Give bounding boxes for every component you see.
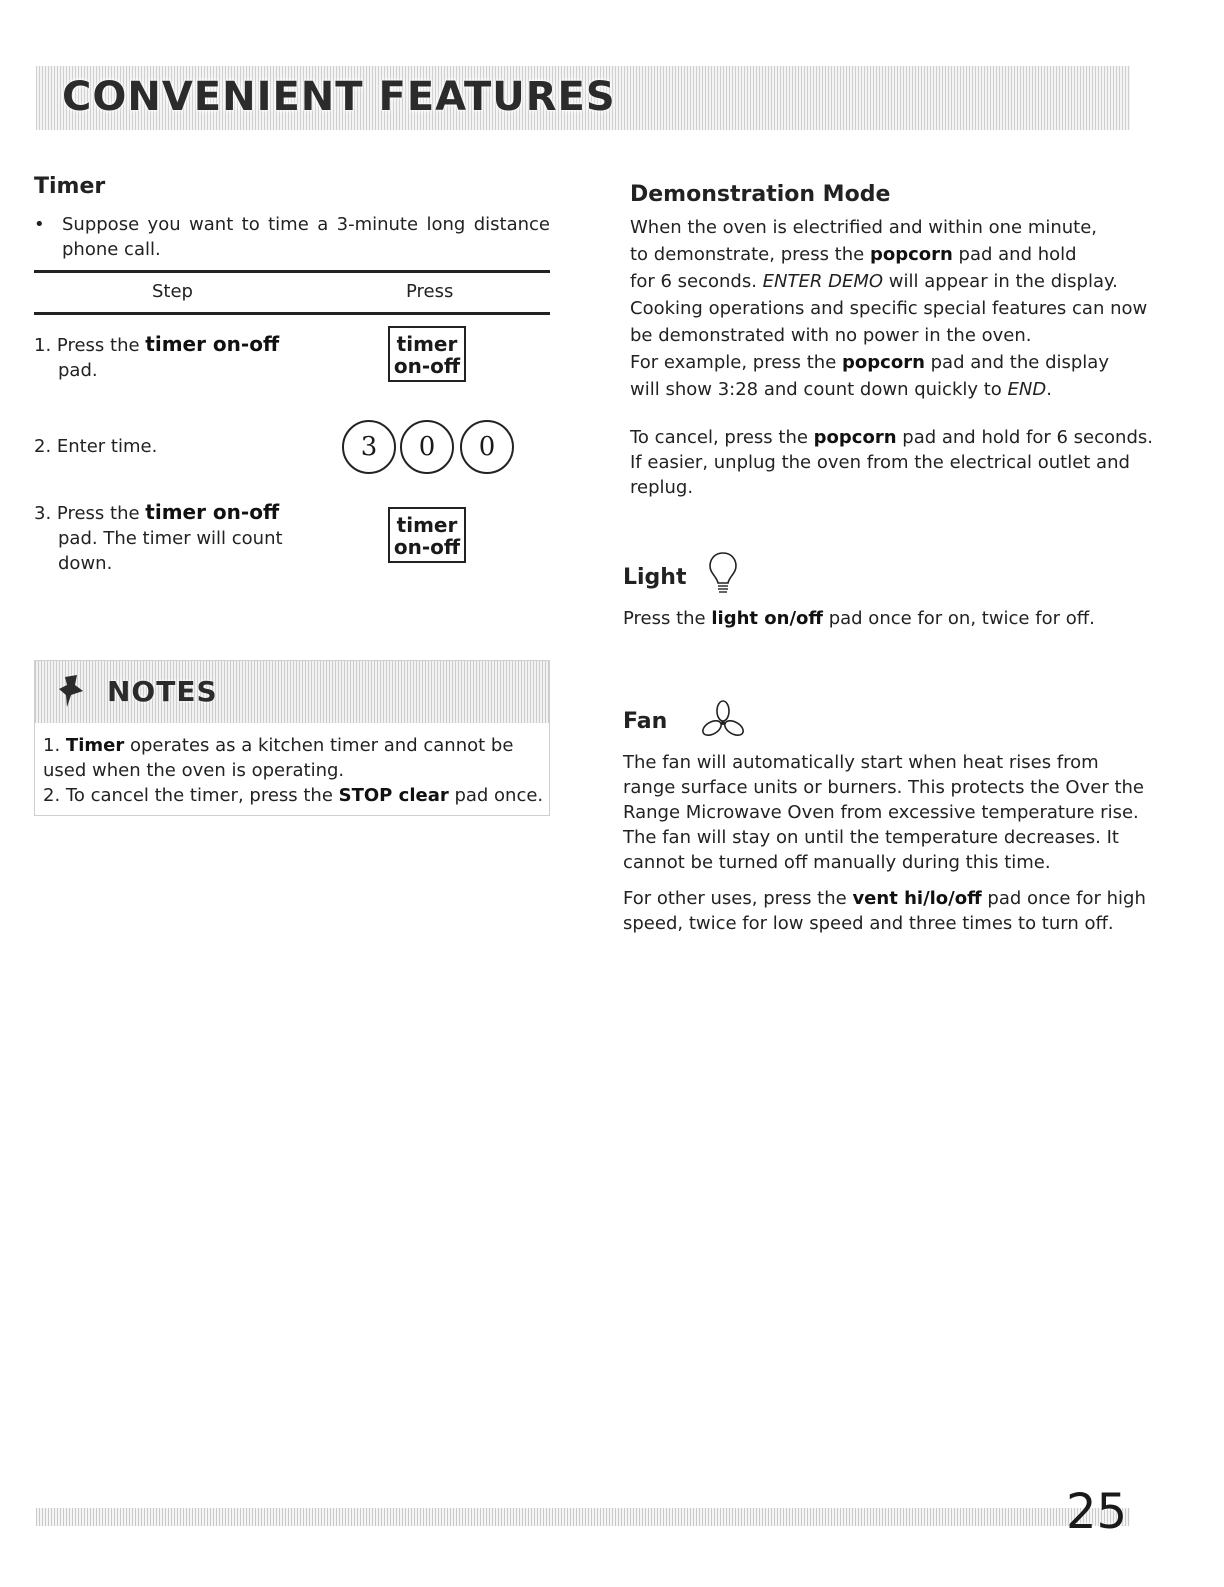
bullet: •	[34, 214, 45, 235]
pad-name: vent hi/lo/off	[852, 888, 982, 909]
demo-text: will appear in the display.	[883, 271, 1118, 292]
step-number: 1.	[34, 335, 52, 356]
light-bulb-icon	[706, 550, 740, 596]
step-text: Press the	[56, 335, 146, 356]
step-1	[34, 332, 324, 383]
demo-cancel	[630, 425, 1190, 500]
demo-line: replug.	[630, 477, 694, 498]
demo-text: pad and hold for 6 seconds.	[896, 427, 1153, 448]
demo-text: to demonstrate, press the	[630, 244, 870, 265]
demo-text: pad and hold	[952, 244, 1077, 265]
notes-header	[35, 661, 549, 723]
pad-label-line2: on-off	[393, 354, 461, 378]
demo-text: For example, press the	[630, 352, 843, 373]
timer-intro	[34, 212, 550, 262]
table-header-rule	[34, 312, 550, 315]
pad-name: popcorn	[842, 352, 925, 373]
timer-on-off-pad	[388, 326, 466, 382]
timer-heading: Timer	[34, 174, 106, 199]
pushpin-icon	[57, 673, 87, 709]
note-bold: Timer	[65, 735, 125, 756]
note-text: To cancel the timer, press the	[65, 785, 339, 806]
demo-line: Cooking operations and specific special features can now	[630, 298, 1148, 319]
fan-paragraph-2	[623, 886, 1153, 936]
demo-text: .	[1046, 379, 1052, 400]
demo-line: be demonstrated with no power in the oven.	[630, 325, 1032, 346]
note-text: pad once.	[448, 785, 544, 806]
note-number: 1.	[43, 735, 61, 756]
pad-label-line2: on-off	[393, 535, 461, 559]
note-bold: STOP clear	[338, 785, 449, 806]
demo-heading: Demonstration Mode	[630, 182, 891, 207]
fan-text: For other uses, press the	[623, 888, 853, 909]
page-number: 25	[1066, 1484, 1128, 1540]
demo-text: pad and the display	[924, 352, 1109, 373]
pad-name: popcorn	[869, 244, 953, 265]
timer-on-off-pad	[388, 507, 466, 563]
number-key-0: 0	[400, 420, 454, 474]
fan-heading: Fan	[623, 709, 668, 734]
step-text-cont: pad. The timer will count down.	[58, 528, 283, 574]
notes-heading: NOTES	[107, 675, 218, 708]
demo-text: will show 3:28 and count down quickly to	[630, 379, 1008, 400]
step-pad-name: timer on-off	[145, 332, 280, 356]
note-text: operates as a kitchen timer and cannot be used when the oven is operating.	[43, 735, 514, 781]
note-item-1	[43, 733, 543, 783]
light-text	[623, 606, 1193, 631]
demo-text: for 6 seconds.	[630, 271, 763, 292]
display-text: END	[1007, 379, 1047, 400]
fan-icon	[700, 700, 746, 740]
pad-label-line1: timer	[396, 513, 458, 537]
demo-body	[630, 214, 1190, 403]
timer-intro-text: Suppose you want to time a 3-minute long distance phone call.	[62, 214, 550, 260]
demo-line: If easier, unplug the oven from the electrical outlet and	[630, 452, 1130, 473]
light-text-pre: Press the	[623, 608, 712, 629]
table-top-rule	[34, 270, 550, 273]
step-pad-name: timer on-off	[145, 500, 280, 524]
light-heading: Light	[623, 565, 687, 590]
section-banner	[36, 66, 1130, 130]
step-text-cont: pad.	[58, 360, 98, 381]
pad-name: light on/off	[711, 608, 823, 629]
number-key-3: 3	[342, 420, 396, 474]
light-text-post: pad once for on, twice for off.	[822, 608, 1095, 629]
fan-paragraph-1: The fan will automatically start when heat rises from range surface units or burners. This protects the Over the Range Microwave Oven from excessive temperature rise. The fan will stay on until the temperature decreases. It cannot be turned off manually during this time.	[623, 752, 1144, 873]
col-header-press: Press	[406, 281, 454, 302]
col-header-step: Step	[152, 281, 193, 302]
step-number: 3.	[34, 503, 52, 524]
number-key-0: 0	[460, 420, 514, 474]
step-2: 2. Enter time.	[34, 436, 158, 457]
demo-line: When the oven is electrified and within one minute,	[630, 217, 1098, 238]
demo-text: To cancel, press the	[630, 427, 814, 448]
fan-text: pad once for high speed, twice for low speed and three times to turn off.	[623, 888, 1146, 934]
notes-box	[34, 660, 550, 816]
pad-label-line1: timer	[396, 332, 458, 356]
footer-bar	[36, 1508, 1130, 1526]
note-item-2	[43, 783, 553, 808]
display-text: ENTER DEMO	[762, 271, 884, 292]
step-text: Press the	[56, 503, 146, 524]
note-number: 2.	[43, 785, 61, 806]
pad-name: popcorn	[813, 427, 897, 448]
page-title: CONVENIENT FEATURES	[62, 74, 616, 120]
step-3	[34, 500, 304, 576]
